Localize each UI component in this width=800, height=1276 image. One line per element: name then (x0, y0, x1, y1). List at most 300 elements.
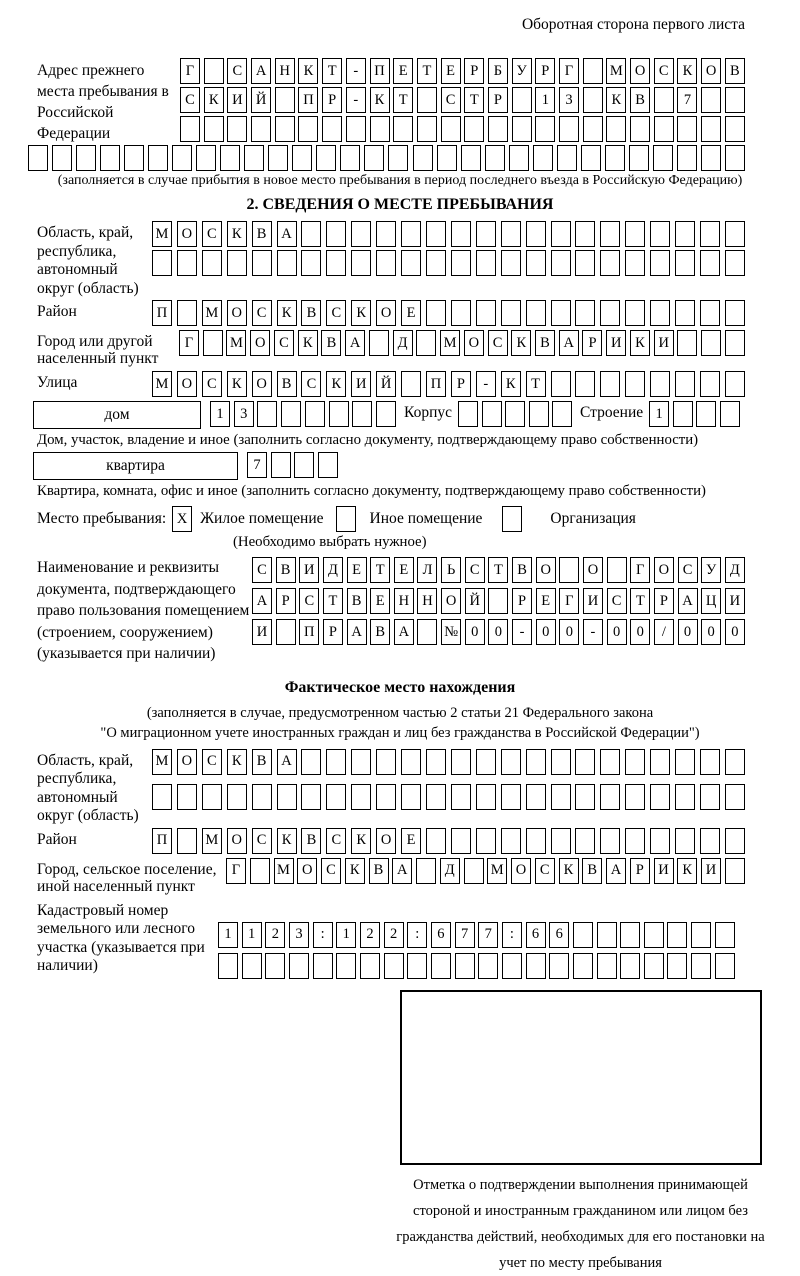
char-box[interactable]: 7 (247, 452, 267, 478)
char-box[interactable]: О (630, 58, 650, 84)
char-box[interactable] (700, 250, 720, 276)
char-box[interactable]: Т (488, 557, 508, 583)
char-box[interactable] (667, 953, 687, 979)
char-box[interactable]: Р (451, 371, 471, 397)
char-box[interactable]: 0 (630, 619, 650, 645)
char-box[interactable]: 3 (234, 401, 254, 427)
char-box[interactable]: У (701, 557, 721, 583)
char-box[interactable]: В (370, 619, 390, 645)
char-box[interactable] (526, 300, 546, 326)
char-box[interactable] (581, 145, 601, 171)
char-box[interactable]: А (606, 858, 626, 884)
char-box[interactable] (388, 145, 408, 171)
char-box[interactable]: 7 (677, 87, 697, 113)
char-box[interactable]: В (725, 58, 745, 84)
char-box[interactable] (551, 749, 571, 775)
char-box[interactable] (700, 749, 720, 775)
char-box[interactable] (351, 221, 371, 247)
char-box[interactable] (509, 145, 529, 171)
char-box[interactable] (384, 953, 404, 979)
char-box[interactable]: П (152, 828, 172, 854)
char-box[interactable] (573, 922, 593, 948)
char-box[interactable] (551, 250, 571, 276)
char-box[interactable]: В (582, 858, 602, 884)
char-box[interactable]: К (227, 371, 247, 397)
char-box[interactable] (351, 250, 371, 276)
char-box[interactable]: С (488, 330, 508, 356)
char-box[interactable] (476, 828, 496, 854)
char-box[interactable] (426, 784, 446, 810)
char-box[interactable] (715, 953, 735, 979)
char-box[interactable]: Н (417, 588, 437, 614)
char-box[interactable]: А (277, 221, 297, 247)
char-box[interactable]: М (152, 371, 172, 397)
char-box[interactable]: О (297, 858, 317, 884)
char-box[interactable]: О (376, 828, 396, 854)
char-box[interactable] (369, 330, 389, 356)
char-box[interactable]: Ь (441, 557, 461, 583)
char-box[interactable] (600, 828, 620, 854)
char-box[interactable] (644, 953, 664, 979)
char-box[interactable] (650, 749, 670, 775)
char-box[interactable]: П (370, 58, 390, 84)
char-box[interactable]: С (535, 858, 555, 884)
char-box[interactable]: С (180, 87, 200, 113)
char-box[interactable] (370, 116, 390, 142)
char-box[interactable] (458, 401, 478, 427)
char-box[interactable]: О (227, 300, 247, 326)
char-box[interactable] (417, 619, 437, 645)
char-box[interactable]: У (512, 58, 532, 84)
char-box[interactable] (625, 250, 645, 276)
char-box[interactable]: Н (394, 588, 414, 614)
char-box[interactable]: 1 (218, 922, 238, 948)
char-box[interactable] (464, 858, 484, 884)
char-box[interactable] (526, 828, 546, 854)
char-box[interactable]: Р (654, 588, 674, 614)
char-box[interactable] (227, 116, 247, 142)
char-box[interactable] (476, 784, 496, 810)
char-box[interactable] (451, 828, 471, 854)
char-box[interactable] (252, 784, 272, 810)
char-box[interactable]: М (274, 858, 294, 884)
char-box[interactable] (301, 784, 321, 810)
char-box[interactable]: : (313, 922, 333, 948)
char-box[interactable] (600, 371, 620, 397)
char-box[interactable] (583, 87, 603, 113)
char-box[interactable] (351, 784, 371, 810)
char-box[interactable]: К (501, 371, 521, 397)
char-box[interactable] (501, 221, 521, 247)
char-box[interactable] (451, 250, 471, 276)
char-box[interactable] (557, 145, 577, 171)
char-box[interactable]: А (559, 330, 579, 356)
char-box[interactable]: К (298, 58, 318, 84)
char-box[interactable]: К (511, 330, 531, 356)
char-box[interactable] (177, 250, 197, 276)
char-box[interactable] (203, 330, 223, 356)
char-box[interactable]: Р (488, 87, 508, 113)
dom-type-box[interactable]: дом (33, 401, 201, 429)
char-box[interactable]: С (202, 221, 222, 247)
char-box[interactable]: С (252, 300, 272, 326)
char-box[interactable]: Е (347, 557, 367, 583)
char-box[interactable] (313, 953, 333, 979)
char-box[interactable] (257, 401, 277, 427)
char-box[interactable] (650, 784, 670, 810)
char-box[interactable] (691, 922, 711, 948)
char-box[interactable] (512, 87, 532, 113)
char-box[interactable] (393, 116, 413, 142)
char-box[interactable]: Е (370, 588, 390, 614)
char-box[interactable] (177, 300, 197, 326)
char-box[interactable] (625, 371, 645, 397)
char-box[interactable]: М (487, 858, 507, 884)
char-box[interactable]: О (511, 858, 531, 884)
char-box[interactable]: К (227, 749, 247, 775)
char-box[interactable]: 6 (549, 922, 569, 948)
char-box[interactable]: П (299, 619, 319, 645)
char-box[interactable]: 3 (289, 922, 309, 948)
char-box[interactable]: В (301, 300, 321, 326)
char-box[interactable] (725, 145, 745, 171)
char-box[interactable] (526, 784, 546, 810)
char-box[interactable] (675, 371, 695, 397)
char-box[interactable] (441, 116, 461, 142)
char-box[interactable] (677, 116, 697, 142)
char-box[interactable] (677, 145, 697, 171)
char-box[interactable]: 2 (265, 922, 285, 948)
char-box[interactable]: М (606, 58, 626, 84)
char-box[interactable] (725, 300, 745, 326)
char-box[interactable] (725, 828, 745, 854)
char-box[interactable] (607, 557, 627, 583)
char-box[interactable]: П (298, 87, 318, 113)
char-box[interactable] (700, 784, 720, 810)
char-box[interactable]: Г (630, 557, 650, 583)
char-box[interactable]: Р (276, 588, 296, 614)
char-box[interactable] (218, 953, 238, 979)
char-box[interactable]: Г (226, 858, 246, 884)
char-box[interactable]: О (376, 300, 396, 326)
char-box[interactable] (276, 619, 296, 645)
char-box[interactable]: М (202, 300, 222, 326)
char-box[interactable] (725, 330, 745, 356)
char-box[interactable]: / (654, 619, 674, 645)
char-box[interactable] (501, 828, 521, 854)
char-box[interactable] (630, 116, 650, 142)
char-box[interactable]: Г (559, 588, 579, 614)
char-box[interactable] (501, 784, 521, 810)
char-box[interactable]: 1 (210, 401, 230, 427)
char-box[interactable] (376, 221, 396, 247)
char-box[interactable] (551, 221, 571, 247)
char-box[interactable] (250, 858, 270, 884)
char-box[interactable] (180, 116, 200, 142)
char-box[interactable] (461, 145, 481, 171)
char-box[interactable]: Е (393, 58, 413, 84)
char-box[interactable] (488, 116, 508, 142)
char-box[interactable] (152, 784, 172, 810)
char-box[interactable] (326, 749, 346, 775)
char-box[interactable] (606, 116, 626, 142)
char-box[interactable]: С (252, 828, 272, 854)
char-box[interactable]: И (252, 619, 272, 645)
char-box[interactable]: К (326, 371, 346, 397)
char-box[interactable] (426, 828, 446, 854)
char-box[interactable] (172, 145, 192, 171)
char-box[interactable]: А (251, 58, 271, 84)
char-box[interactable] (326, 784, 346, 810)
char-box[interactable] (575, 300, 595, 326)
char-box[interactable]: С (465, 557, 485, 583)
char-box[interactable]: - (346, 87, 366, 113)
char-box[interactable] (476, 749, 496, 775)
char-box[interactable]: Е (401, 828, 421, 854)
char-box[interactable]: П (152, 300, 172, 326)
char-box[interactable]: 0 (725, 619, 745, 645)
char-box[interactable] (485, 145, 505, 171)
char-box[interactable]: С (326, 828, 346, 854)
char-box[interactable] (535, 116, 555, 142)
char-box[interactable] (559, 557, 579, 583)
checkbox-organizatsiya[interactable] (502, 506, 522, 532)
char-box[interactable]: А (347, 619, 367, 645)
char-box[interactable] (204, 58, 224, 84)
char-box[interactable]: М (202, 828, 222, 854)
char-box[interactable] (675, 828, 695, 854)
char-box[interactable]: В (630, 87, 650, 113)
char-box[interactable]: С (654, 58, 674, 84)
char-box[interactable]: О (177, 221, 197, 247)
char-box[interactable] (675, 250, 695, 276)
char-box[interactable] (559, 116, 579, 142)
char-box[interactable] (426, 250, 446, 276)
char-box[interactable]: О (464, 330, 484, 356)
char-box[interactable] (583, 58, 603, 84)
char-box[interactable] (720, 401, 740, 427)
char-box[interactable] (416, 858, 436, 884)
char-box[interactable]: О (250, 330, 270, 356)
char-box[interactable]: С (301, 371, 321, 397)
char-box[interactable]: М (440, 330, 460, 356)
char-box[interactable]: П (426, 371, 446, 397)
char-box[interactable] (305, 401, 325, 427)
char-box[interactable] (605, 145, 625, 171)
char-box[interactable] (100, 145, 120, 171)
char-box[interactable]: С (321, 858, 341, 884)
char-box[interactable] (526, 221, 546, 247)
char-box[interactable] (451, 749, 471, 775)
char-box[interactable] (275, 87, 295, 113)
char-box[interactable] (600, 784, 620, 810)
char-box[interactable]: К (277, 828, 297, 854)
char-box[interactable]: Т (323, 588, 343, 614)
char-box[interactable] (401, 371, 421, 397)
char-box[interactable]: Н (275, 58, 295, 84)
char-box[interactable] (700, 371, 720, 397)
char-box[interactable] (650, 221, 670, 247)
char-box[interactable] (725, 116, 745, 142)
char-box[interactable] (476, 250, 496, 276)
char-box[interactable] (644, 922, 664, 948)
char-box[interactable]: К (630, 330, 650, 356)
char-box[interactable]: Д (323, 557, 343, 583)
char-box[interactable]: О (177, 749, 197, 775)
char-box[interactable]: И (701, 858, 721, 884)
char-box[interactable] (318, 452, 338, 478)
char-box[interactable]: С (227, 58, 247, 84)
char-box[interactable] (526, 749, 546, 775)
char-box[interactable] (725, 250, 745, 276)
char-box[interactable] (204, 116, 224, 142)
char-box[interactable] (376, 749, 396, 775)
char-box[interactable] (351, 749, 371, 775)
char-box[interactable] (464, 116, 484, 142)
char-box[interactable] (364, 145, 384, 171)
char-box[interactable] (407, 953, 427, 979)
char-box[interactable]: К (298, 330, 318, 356)
char-box[interactable] (650, 828, 670, 854)
char-box[interactable] (725, 371, 745, 397)
char-box[interactable]: Й (465, 588, 485, 614)
char-box[interactable] (675, 300, 695, 326)
char-box[interactable] (417, 116, 437, 142)
char-box[interactable]: Р (323, 619, 343, 645)
char-box[interactable]: Р (322, 87, 342, 113)
checkbox-zhiloe-pomeshchenie[interactable]: X (172, 506, 192, 532)
char-box[interactable]: К (606, 87, 626, 113)
char-box[interactable] (52, 145, 72, 171)
char-box[interactable] (152, 250, 172, 276)
char-box[interactable] (625, 828, 645, 854)
char-box[interactable] (725, 858, 745, 884)
char-box[interactable] (625, 749, 645, 775)
char-box[interactable] (600, 221, 620, 247)
char-box[interactable] (526, 250, 546, 276)
char-box[interactable]: В (369, 858, 389, 884)
char-box[interactable]: В (252, 749, 272, 775)
char-box[interactable]: А (345, 330, 365, 356)
char-box[interactable] (701, 145, 721, 171)
char-box[interactable] (124, 145, 144, 171)
char-box[interactable] (575, 371, 595, 397)
char-box[interactable] (696, 401, 716, 427)
char-box[interactable] (575, 221, 595, 247)
char-box[interactable] (220, 145, 240, 171)
char-box[interactable] (251, 116, 271, 142)
char-box[interactable] (625, 300, 645, 326)
char-box[interactable] (529, 401, 549, 427)
char-box[interactable]: Р (630, 858, 650, 884)
char-box[interactable] (76, 145, 96, 171)
char-box[interactable]: 0 (559, 619, 579, 645)
char-box[interactable]: И (654, 858, 674, 884)
char-box[interactable] (512, 116, 532, 142)
char-box[interactable]: А (277, 749, 297, 775)
char-box[interactable]: И (227, 87, 247, 113)
char-box[interactable] (28, 145, 48, 171)
char-box[interactable] (451, 221, 471, 247)
char-box[interactable] (340, 145, 360, 171)
char-box[interactable]: А (678, 588, 698, 614)
char-box[interactable]: 3 (559, 87, 579, 113)
char-box[interactable] (551, 828, 571, 854)
char-box[interactable]: К (677, 58, 697, 84)
char-box[interactable]: В (277, 371, 297, 397)
char-box[interactable]: 1 (649, 401, 669, 427)
char-box[interactable]: 2 (360, 922, 380, 948)
char-box[interactable]: Г (179, 330, 199, 356)
char-box[interactable]: Т (322, 58, 342, 84)
char-box[interactable]: К (227, 221, 247, 247)
char-box[interactable]: 1 (336, 922, 356, 948)
char-box[interactable] (476, 221, 496, 247)
char-box[interactable] (501, 300, 521, 326)
char-box[interactable]: С (326, 300, 346, 326)
char-box[interactable] (583, 116, 603, 142)
char-box[interactable]: Т (526, 371, 546, 397)
char-box[interactable] (417, 87, 437, 113)
char-box[interactable] (502, 953, 522, 979)
char-box[interactable]: А (394, 619, 414, 645)
char-box[interactable] (271, 452, 291, 478)
char-box[interactable] (326, 221, 346, 247)
char-box[interactable]: Р (464, 58, 484, 84)
char-box[interactable]: - (583, 619, 603, 645)
char-box[interactable]: О (441, 588, 461, 614)
char-box[interactable] (196, 145, 216, 171)
char-box[interactable]: О (583, 557, 603, 583)
char-box[interactable] (148, 145, 168, 171)
char-box[interactable]: Т (464, 87, 484, 113)
char-box[interactable] (488, 588, 508, 614)
char-box[interactable] (654, 87, 674, 113)
char-box[interactable] (625, 221, 645, 247)
char-box[interactable] (277, 250, 297, 276)
char-box[interactable] (575, 784, 595, 810)
char-box[interactable]: 6 (526, 922, 546, 948)
char-box[interactable] (667, 922, 687, 948)
char-box[interactable]: И (351, 371, 371, 397)
char-box[interactable] (673, 401, 693, 427)
char-box[interactable]: Е (394, 557, 414, 583)
char-box[interactable]: В (252, 221, 272, 247)
char-box[interactable] (620, 953, 640, 979)
char-box[interactable]: 7 (455, 922, 475, 948)
char-box[interactable]: С (252, 557, 272, 583)
char-box[interactable]: - (346, 58, 366, 84)
char-box[interactable] (289, 953, 309, 979)
char-box[interactable] (701, 87, 721, 113)
char-box[interactable] (275, 116, 295, 142)
char-box[interactable] (549, 953, 569, 979)
char-box[interactable]: И (583, 588, 603, 614)
char-box[interactable]: О (536, 557, 556, 583)
char-box[interactable] (242, 953, 262, 979)
char-box[interactable]: Т (393, 87, 413, 113)
char-box[interactable] (478, 953, 498, 979)
char-box[interactable] (265, 953, 285, 979)
char-box[interactable]: С (678, 557, 698, 583)
char-box[interactable] (346, 116, 366, 142)
char-box[interactable] (455, 953, 475, 979)
char-box[interactable] (600, 250, 620, 276)
char-box[interactable] (725, 221, 745, 247)
char-box[interactable] (244, 145, 264, 171)
kvartira-type-box[interactable]: квартира (33, 452, 238, 480)
char-box[interactable]: М (152, 749, 172, 775)
